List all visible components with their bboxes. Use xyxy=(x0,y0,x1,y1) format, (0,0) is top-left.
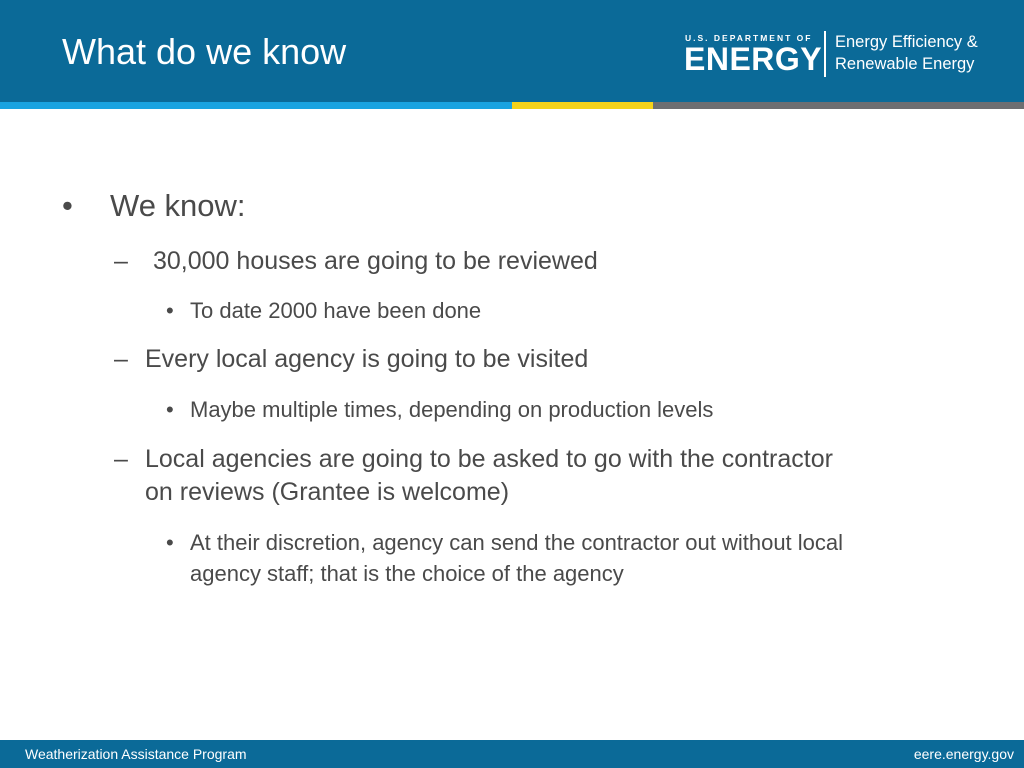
bullet-text-line: Local agencies are going to be asked to go with the contractor xyxy=(145,445,833,473)
accent-stripe-gray xyxy=(653,102,1024,109)
bullet-text-l2 xyxy=(145,443,833,509)
logo-office-text xyxy=(835,31,978,75)
slide-title: What do we know xyxy=(62,31,347,72)
bullet-l1-icon: • xyxy=(62,188,73,223)
slide-footer xyxy=(0,740,1024,768)
accent-stripe-blue xyxy=(0,102,512,109)
bullet-l3-icon: • xyxy=(166,530,174,555)
bullet-text-l3 xyxy=(190,527,843,589)
bullet-text-l1: We know: xyxy=(110,188,246,223)
bullet-text-l3: Maybe multiple times, depending on production levels xyxy=(190,397,714,422)
bullet-text-line: agency staff; that is the choice of the agency xyxy=(190,561,624,586)
footer-website: eere.energy.gov xyxy=(913,746,1014,762)
dash-l2-icon: – xyxy=(114,345,128,373)
dash-l2-icon: – xyxy=(114,247,128,275)
footer-program-name: Weatherization Assistance Program xyxy=(25,746,247,762)
bullet-l3-icon: • xyxy=(166,298,174,323)
logo-divider xyxy=(824,31,826,77)
logo-department-text: U.S. DEPARTMENT OF xyxy=(685,33,813,43)
bullet-text-l2: Every local agency is going to be visited xyxy=(145,345,589,373)
bullet-text-l3: To date 2000 have been done xyxy=(190,298,482,323)
bullet-text-line: on reviews (Grantee is welcome) xyxy=(145,478,510,506)
logo-office-line-1: Energy Efficiency & xyxy=(835,33,978,51)
bullet-l3-icon: • xyxy=(166,397,174,422)
slide-header xyxy=(0,0,1024,102)
logo-energy-wordmark: ENERGY xyxy=(684,41,823,77)
bullet-text-l2: 30,000 houses are going to be reviewed xyxy=(153,247,598,275)
bullet-text-line: At their discretion, agency can send the contractor out without local xyxy=(190,530,844,555)
accent-stripe-yellow xyxy=(512,102,653,109)
logo-office-line-2: Renewable Energy xyxy=(835,55,975,73)
doe-eere-logo xyxy=(685,26,1015,82)
dash-l2-icon: – xyxy=(114,445,128,473)
